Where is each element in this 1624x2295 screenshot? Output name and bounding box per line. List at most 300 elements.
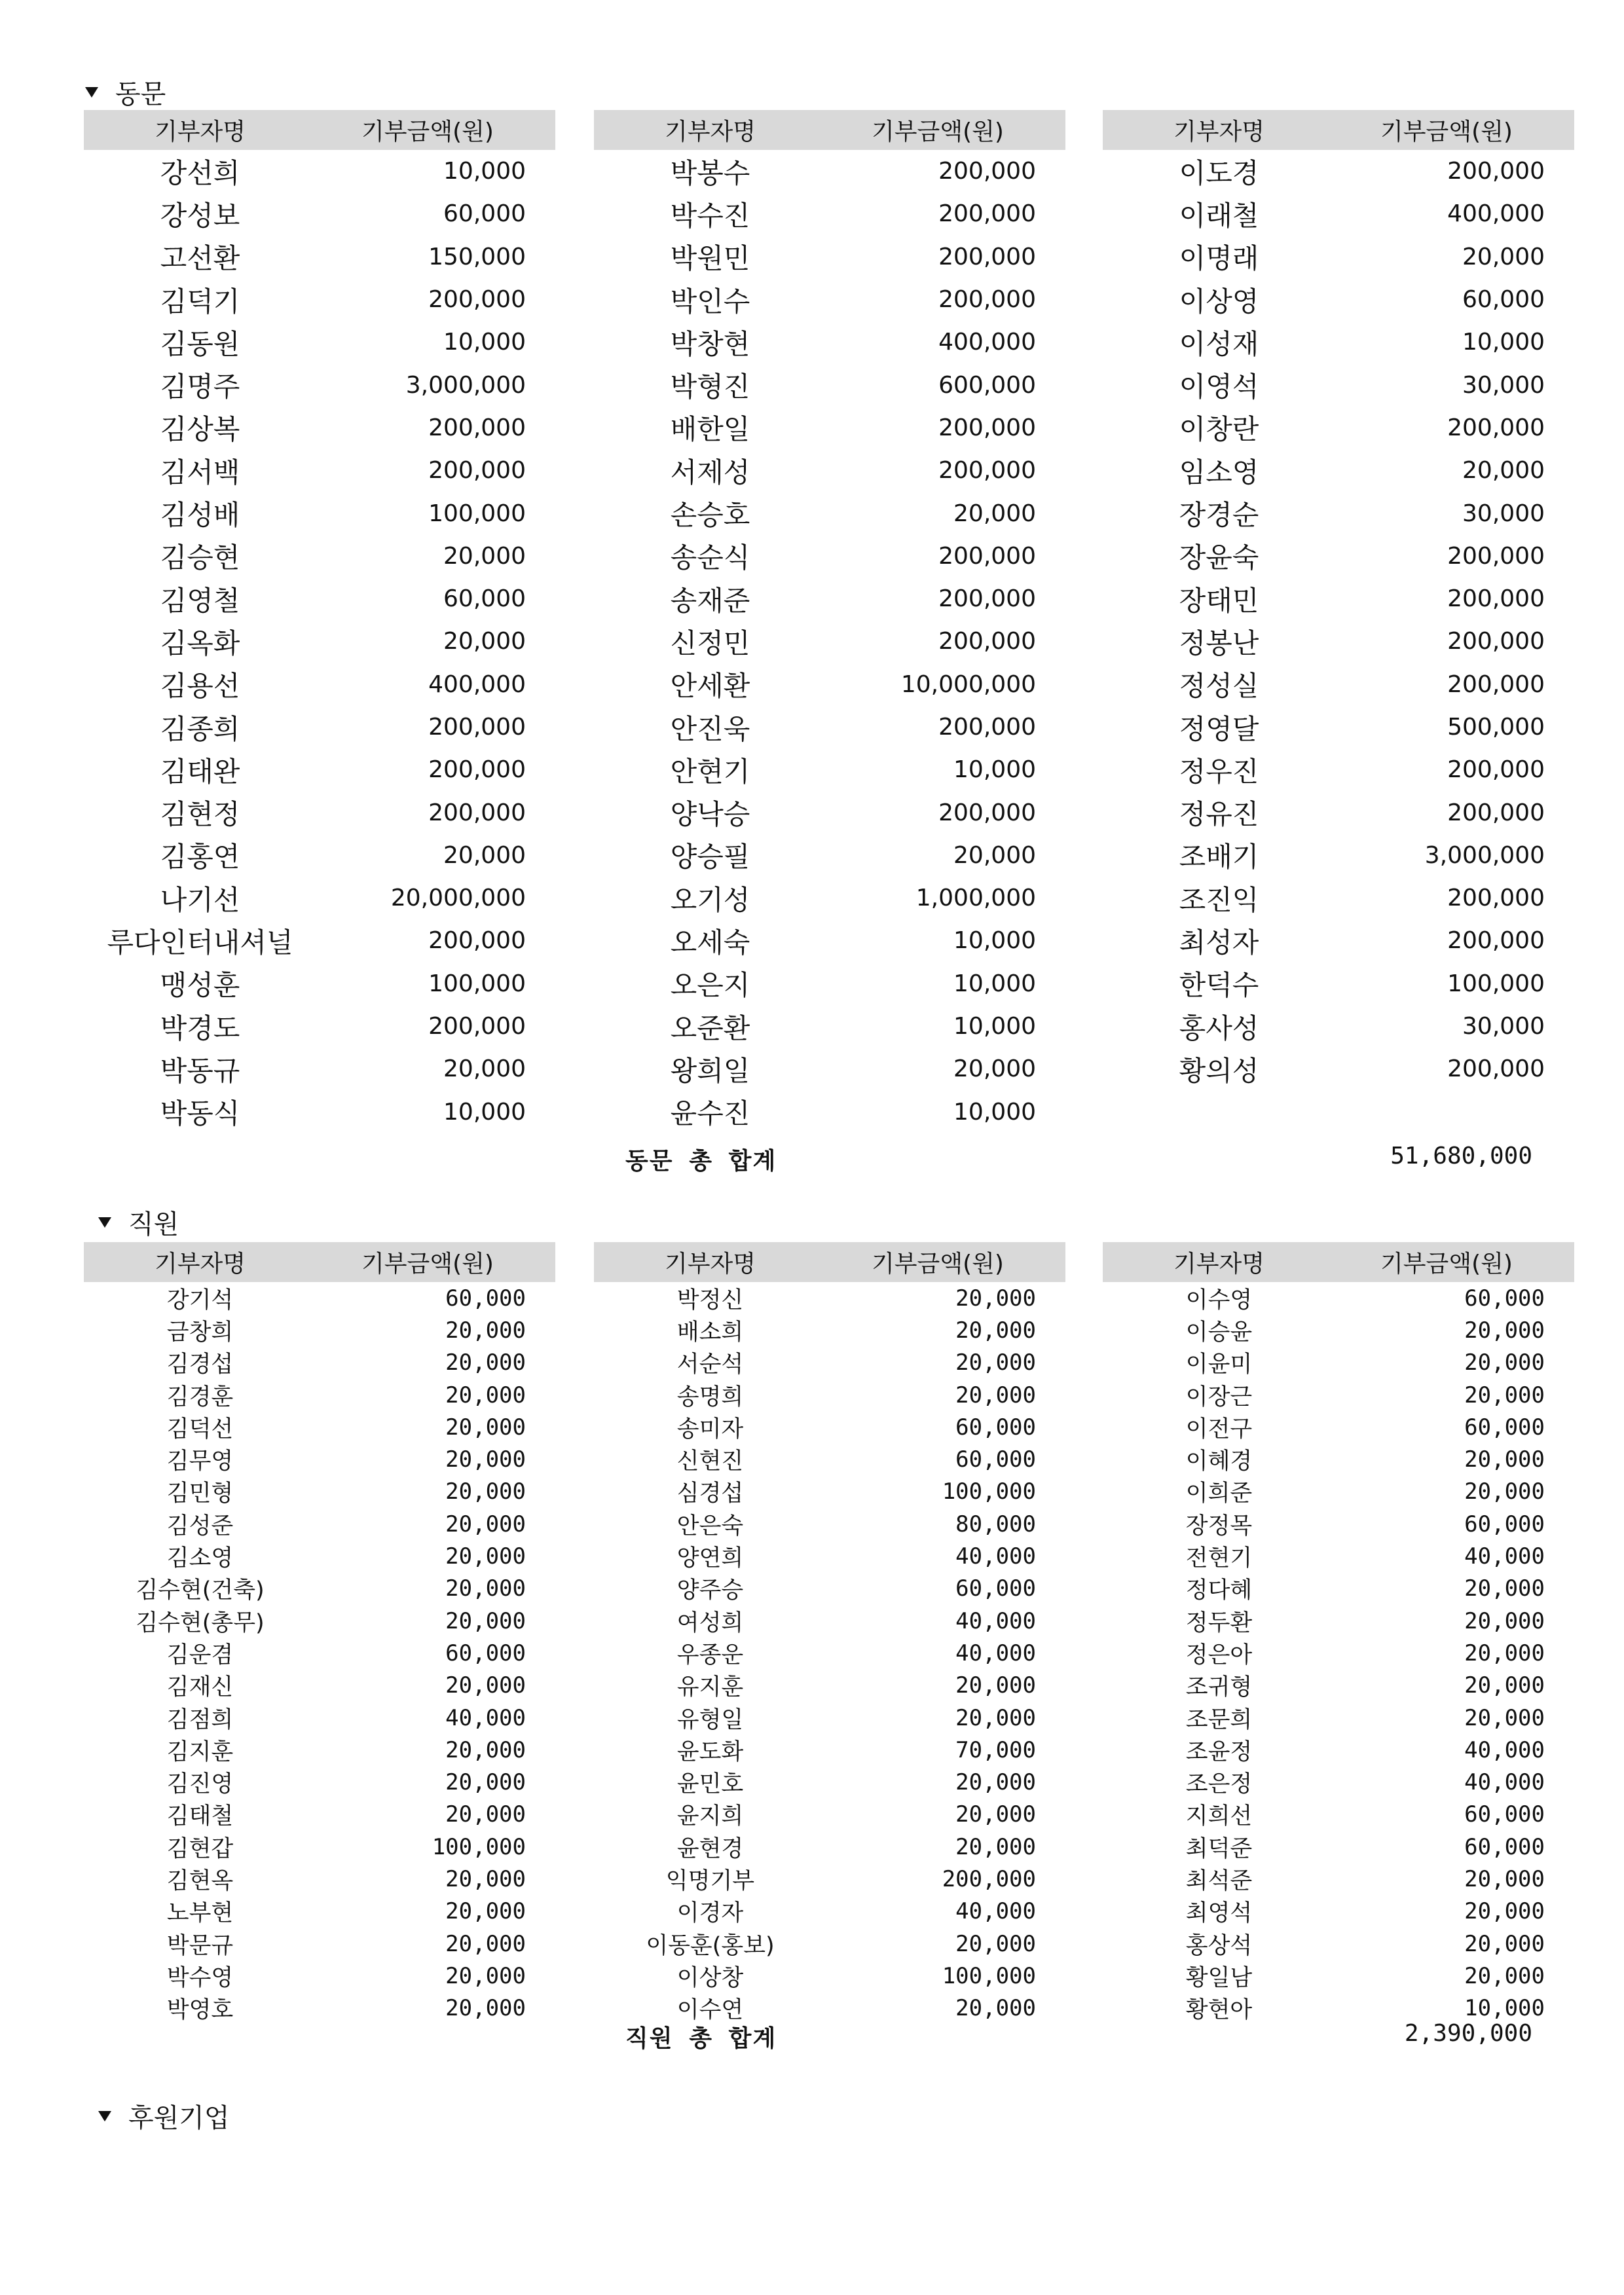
donor-name: 황현아 — [1185, 1997, 1253, 2024]
donation-amount: 10,000 — [953, 1013, 1036, 1040]
donation-amount: 10,000 — [1464, 1995, 1545, 2022]
donor-name: 장윤숙 — [1179, 542, 1259, 574]
table-row — [84, 1863, 555, 1895]
donation-amount: 150,000 — [428, 243, 526, 270]
section-heading-sponsors — [98, 2097, 230, 2135]
donor-name: 서순석 — [676, 1351, 744, 1378]
donor-name: 송재준 — [670, 584, 750, 617]
donation-amount: 20,000 — [953, 1056, 1036, 1083]
donation-amount: 60,000 — [445, 1640, 526, 1666]
donation-amount: 20,000 — [1464, 1478, 1545, 1505]
donation-amount: 20,000 — [445, 1446, 526, 1473]
table-row — [1103, 919, 1574, 962]
table-row — [1103, 1443, 1574, 1475]
donation-amount: 200,000 — [942, 1865, 1036, 1892]
total-label: 동문 총 합계 — [625, 1148, 777, 1175]
donor-name: 박창현 — [670, 327, 750, 360]
donor-name: 김옥화 — [160, 627, 240, 659]
donor-name: 강기석 — [166, 1287, 234, 1313]
donation-amount: 200,000 — [428, 756, 526, 784]
table-row — [1103, 193, 1574, 235]
table-row — [1103, 1799, 1574, 1831]
donation-amount: 100,000 — [942, 1478, 1036, 1505]
donation-amount: 200,000 — [1447, 1056, 1545, 1083]
donation-amount: 200,000 — [938, 628, 1036, 655]
donation-amount: 20,000 — [1462, 457, 1545, 485]
table-row — [594, 1508, 1065, 1540]
donor-name: 김성배 — [160, 499, 240, 532]
donation-amount: 20,000 — [1464, 1930, 1545, 1957]
donation-amount: 20,000 — [955, 1349, 1036, 1376]
donor-name: 노부현 — [166, 1900, 234, 1927]
donor-name: 이수영 — [1185, 1287, 1253, 1313]
donation-amount: 200,000 — [428, 927, 526, 955]
donation-amount: 400,000 — [428, 670, 526, 698]
table-row — [84, 877, 555, 919]
column-header — [1103, 110, 1574, 150]
donor-name: 박동규 — [160, 1054, 240, 1087]
donation-amount: 20,000 — [445, 1511, 526, 1537]
alumni-column-1 — [84, 110, 555, 1133]
table-row — [1103, 1863, 1574, 1895]
table-row — [594, 1799, 1065, 1831]
donor-name: 손승호 — [670, 499, 750, 532]
donor-name: 박수진 — [670, 199, 750, 232]
table-row — [84, 492, 555, 534]
donation-amount: 100,000 — [428, 970, 526, 997]
donor-name: 김진영 — [166, 1771, 234, 1798]
table-row — [594, 1863, 1065, 1895]
donation-amount: 40,000 — [955, 1640, 1036, 1666]
donor-name: 오준환 — [670, 1012, 750, 1044]
donor-name: 양승필 — [670, 841, 750, 873]
table-row — [1103, 578, 1574, 620]
donor-name: 배한일 — [670, 413, 750, 446]
donation-amount: 20,000 — [445, 1575, 526, 1602]
table-row — [84, 1637, 555, 1669]
donation-amount: 10,000 — [443, 329, 526, 356]
donor-name: 이명래 — [1179, 242, 1259, 275]
donor-name: 전현기 — [1185, 1545, 1253, 1572]
table-row — [594, 535, 1065, 578]
table-row — [1103, 706, 1574, 748]
donor-name: 이동훈(홍보) — [646, 1932, 775, 1959]
donor-name: 여성희 — [676, 1609, 744, 1636]
table-row — [84, 1005, 555, 1048]
table-row — [84, 706, 555, 748]
table-row — [84, 620, 555, 663]
donor-name: 강성보 — [160, 199, 240, 232]
donation-amount: 200,000 — [1447, 927, 1545, 955]
donation-amount: 80,000 — [955, 1511, 1036, 1537]
staff-total-row — [0, 2020, 1624, 2053]
donation-amount: 30,000 — [1462, 371, 1545, 399]
donation-amount: 20,000 — [955, 1382, 1036, 1408]
donation-amount: 20,000 — [1464, 1349, 1545, 1376]
donation-amount: 200,000 — [428, 799, 526, 826]
column-header — [594, 110, 1065, 150]
table-row — [1103, 1314, 1574, 1346]
header-donation-amount: 기부금액(원) — [1380, 119, 1513, 145]
header-donor-name: 기부자명 — [1173, 119, 1265, 145]
table-row — [1103, 1411, 1574, 1443]
donation-amount: 20,000 — [1464, 1898, 1545, 1925]
donation-amount: 40,000 — [955, 1898, 1036, 1925]
header-donation-amount: 기부금액(원) — [872, 119, 1004, 145]
donation-amount: 20,000 — [445, 1349, 526, 1376]
section-heading-staff — [98, 1203, 179, 1241]
triangle-down-icon — [98, 1217, 111, 1228]
donor-name: 이혜경 — [1185, 1448, 1253, 1475]
donation-amount: 20,000 — [445, 1672, 526, 1699]
table-row — [1103, 834, 1574, 877]
table-row — [84, 193, 555, 235]
donation-amount: 400,000 — [1447, 200, 1545, 228]
donor-name: 조진익 — [1179, 883, 1259, 916]
donation-amount: 60,000 — [955, 1414, 1036, 1441]
table-row — [1103, 1379, 1574, 1411]
donor-name: 김민형 — [166, 1480, 234, 1507]
donation-amount: 40,000 — [1464, 1769, 1545, 1796]
donor-name: 심경섭 — [676, 1480, 744, 1507]
table-row — [1103, 748, 1574, 791]
donation-amount: 60,000 — [1464, 1833, 1545, 1860]
table-row — [84, 1702, 555, 1734]
donor-name: 조문희 — [1185, 1706, 1253, 1733]
donation-amount: 20,000 — [445, 1382, 526, 1408]
table-row — [594, 578, 1065, 620]
donation-amount: 60,000 — [1464, 1414, 1545, 1441]
donation-amount: 200,000 — [1447, 542, 1545, 570]
table-row — [1103, 1960, 1574, 1992]
table-row — [84, 1928, 555, 1960]
donor-name: 정두환 — [1185, 1609, 1253, 1636]
table-row — [84, 1573, 555, 1605]
table-row — [84, 1379, 555, 1411]
donation-amount: 10,000,000 — [900, 670, 1036, 698]
table-row — [594, 1637, 1065, 1669]
table-row — [1103, 1670, 1574, 1702]
donor-name: 이상창 — [676, 1964, 744, 1991]
table-row — [1103, 1928, 1574, 1960]
table-row — [84, 1799, 555, 1831]
donor-name: 지희선 — [1185, 1803, 1253, 1830]
donor-name: 장태민 — [1179, 584, 1259, 617]
donation-amount: 20,000 — [1464, 1575, 1545, 1602]
donor-name: 최석준 — [1185, 1868, 1253, 1894]
donor-name: 김무영 — [166, 1448, 234, 1475]
table-row — [84, 1347, 555, 1379]
donation-amount: 20,000 — [955, 1317, 1036, 1344]
donation-amount: 60,000 — [1462, 286, 1545, 314]
donor-name: 안진욱 — [670, 712, 750, 745]
donor-name: 양낙승 — [670, 798, 750, 831]
donation-amount: 200,000 — [938, 542, 1036, 570]
donor-name: 김종희 — [160, 712, 240, 745]
donor-name: 송명희 — [676, 1384, 744, 1410]
table-row — [594, 1347, 1065, 1379]
table-row — [594, 407, 1065, 449]
donor-name: 정유진 — [1179, 798, 1259, 831]
donor-name: 최덕준 — [1185, 1835, 1253, 1862]
table-row — [1103, 236, 1574, 278]
donor-name: 윤현경 — [676, 1835, 744, 1862]
donor-name: 김덕기 — [160, 285, 240, 318]
donor-name: 윤도화 — [676, 1738, 744, 1765]
donation-amount: 200,000 — [428, 457, 526, 485]
column-header — [594, 1242, 1065, 1282]
donor-name: 최영석 — [1185, 1900, 1253, 1927]
header-donor-name: 기부자명 — [1173, 1251, 1265, 1277]
donation-amount: 200,000 — [938, 158, 1036, 185]
donation-amount: 200,000 — [428, 714, 526, 741]
donor-name: 김경섭 — [166, 1351, 234, 1378]
donation-amount: 40,000 — [1464, 1736, 1545, 1763]
donor-name: 김태철 — [166, 1803, 234, 1830]
donor-name: 조은정 — [1185, 1771, 1253, 1798]
table-row — [594, 1379, 1065, 1411]
donation-amount: 10,000 — [1462, 329, 1545, 356]
donation-amount: 20,000 — [955, 1672, 1036, 1699]
table-row — [84, 1540, 555, 1572]
table-row — [594, 919, 1065, 962]
donation-amount: 40,000 — [955, 1607, 1036, 1634]
donor-name: 황의성 — [1179, 1054, 1259, 1087]
table-row — [1103, 791, 1574, 834]
donation-amount: 20,000 — [1464, 1704, 1545, 1731]
donation-amount: 20,000 — [445, 1962, 526, 1989]
donor-name: 송미자 — [676, 1416, 744, 1442]
donation-amount: 70,000 — [955, 1736, 1036, 1763]
donation-amount: 100,000 — [428, 500, 526, 527]
donation-amount: 3,000,000 — [405, 371, 526, 399]
donation-amount: 200,000 — [1447, 670, 1545, 698]
header-donor-name: 기부자명 — [154, 119, 246, 145]
table-row — [594, 963, 1065, 1005]
table-row — [84, 1605, 555, 1637]
donation-amount: 200,000 — [938, 714, 1036, 741]
donor-name: 김재신 — [166, 1674, 234, 1701]
donation-amount: 20,000 — [955, 1833, 1036, 1860]
donation-amount: 20,000 — [443, 628, 526, 655]
table-row — [1103, 663, 1574, 706]
donor-name: 김현정 — [160, 798, 240, 831]
table-row — [1103, 1734, 1574, 1766]
donor-name: 이경자 — [676, 1900, 744, 1927]
table-row — [1103, 407, 1574, 449]
donor-name: 이영석 — [1179, 371, 1259, 403]
table-row — [84, 1411, 555, 1443]
donation-amount: 20,000 — [1464, 1607, 1545, 1634]
table-row — [1103, 877, 1574, 919]
table-row — [1103, 363, 1574, 406]
section-title: 동문 — [115, 79, 166, 109]
table-row — [84, 363, 555, 406]
table-row — [594, 1702, 1065, 1734]
donor-name: 이수연 — [676, 1997, 744, 2024]
donation-amount: 100,000 — [942, 1962, 1036, 1989]
donor-name: 김소영 — [166, 1545, 234, 1572]
section-title: 후원기업 — [128, 2103, 230, 2133]
donor-name: 이창란 — [1179, 413, 1259, 446]
table-row — [84, 578, 555, 620]
donor-name: 유형일 — [676, 1706, 744, 1733]
donor-name: 윤수진 — [670, 1097, 750, 1130]
donation-amount: 20,000,000 — [390, 885, 526, 912]
donation-amount: 20,000 — [955, 1995, 1036, 2022]
section-heading-alumni — [85, 73, 166, 111]
donor-name: 오기성 — [670, 883, 750, 916]
donation-amount: 20,000 — [443, 1056, 526, 1083]
donation-amount: 400,000 — [938, 329, 1036, 356]
donor-name: 김경훈 — [166, 1384, 234, 1410]
table-row — [594, 1314, 1065, 1346]
donor-name: 김점희 — [166, 1706, 234, 1733]
donation-amount: 20,000 — [955, 1704, 1036, 1731]
table-row — [1103, 1508, 1574, 1540]
donor-name: 정은아 — [1185, 1642, 1253, 1668]
donation-amount: 60,000 — [1464, 1511, 1545, 1537]
donation-amount: 100,000 — [1447, 970, 1545, 997]
donation-amount: 200,000 — [1447, 628, 1545, 655]
donor-name: 김상복 — [160, 413, 240, 446]
donation-amount: 60,000 — [443, 585, 526, 613]
donation-amount: 20,000 — [1462, 243, 1545, 270]
donation-amount: 60,000 — [1464, 1801, 1545, 1828]
donation-amount: 20,000 — [955, 1801, 1036, 1828]
donor-name: 나기선 — [160, 883, 240, 916]
donation-amount: 20,000 — [1464, 1865, 1545, 1892]
donation-amount: 200,000 — [428, 1013, 526, 1040]
staff-column-1 — [84, 1242, 555, 2025]
donation-amount: 200,000 — [938, 457, 1036, 485]
donation-amount: 200,000 — [938, 243, 1036, 270]
donor-name: 박영호 — [166, 1997, 234, 2024]
table-row — [594, 791, 1065, 834]
table-row — [1103, 1282, 1574, 1314]
donor-name: 이희준 — [1185, 1480, 1253, 1507]
table-row — [594, 321, 1065, 363]
table-row — [594, 1540, 1065, 1572]
table-row — [594, 1476, 1065, 1508]
donation-amount: 500,000 — [1447, 714, 1545, 741]
table-row — [594, 748, 1065, 791]
donor-name: 이승윤 — [1185, 1319, 1253, 1346]
table-row — [84, 1314, 555, 1346]
table-row — [594, 1443, 1065, 1475]
table-row — [84, 1766, 555, 1798]
table-row — [594, 236, 1065, 278]
table-row — [1103, 492, 1574, 534]
donor-name: 조배기 — [1179, 841, 1259, 873]
staff-column-3 — [1103, 1242, 1574, 2025]
table-row — [594, 706, 1065, 748]
table-row — [84, 150, 555, 193]
donor-name: 신현진 — [676, 1448, 744, 1475]
donor-name: 장정목 — [1185, 1513, 1253, 1539]
table-row — [1103, 150, 1574, 193]
donor-name: 이상영 — [1179, 285, 1259, 318]
table-row — [1103, 963, 1574, 1005]
table-row — [594, 449, 1065, 492]
donation-amount: 20,000 — [445, 1414, 526, 1441]
table-row — [84, 1960, 555, 1992]
donation-amount: 20,000 — [1464, 1640, 1545, 1666]
table-row — [84, 449, 555, 492]
donor-name: 김영철 — [160, 584, 240, 617]
donor-name: 양주승 — [676, 1577, 744, 1604]
section-title: 직원 — [128, 1209, 179, 1239]
donation-amount: 10,000 — [953, 1098, 1036, 1126]
table-row — [1103, 1476, 1574, 1508]
donor-name: 최성자 — [1179, 926, 1259, 959]
donation-amount: 200,000 — [1447, 756, 1545, 784]
donor-name: 안현기 — [670, 755, 750, 788]
table-row — [594, 1960, 1065, 1992]
donation-amount: 20,000 — [955, 1930, 1036, 1957]
donor-name: 정우진 — [1179, 755, 1259, 788]
donor-name: 김운겸 — [166, 1642, 234, 1668]
donation-amount: 200,000 — [938, 200, 1036, 228]
donation-amount: 30,000 — [1462, 500, 1545, 527]
donor-name: 조귀형 — [1185, 1674, 1253, 1701]
header-donor-name: 기부자명 — [664, 119, 756, 145]
donation-amount: 20,000 — [953, 841, 1036, 869]
donor-name: 김덕선 — [166, 1416, 234, 1442]
donor-name: 박경도 — [160, 1012, 240, 1044]
donor-name: 정다혜 — [1185, 1577, 1253, 1604]
donation-amount: 1,000,000 — [915, 885, 1036, 912]
table-row — [594, 1766, 1065, 1798]
table-row — [594, 1928, 1065, 1960]
donation-amount: 10,000 — [953, 756, 1036, 784]
donation-amount: 10,000 — [953, 970, 1036, 997]
donor-name: 신정민 — [670, 627, 750, 659]
table-row — [84, 321, 555, 363]
total-value: 51,680,000 — [1390, 1143, 1532, 1169]
table-row — [84, 1508, 555, 1540]
table-row — [594, 834, 1065, 877]
column-header — [1103, 1242, 1574, 1282]
donation-amount: 20,000 — [1464, 1446, 1545, 1473]
table-row — [594, 1282, 1065, 1314]
table-row — [84, 1896, 555, 1928]
table-row — [594, 663, 1065, 706]
donor-name: 홍사성 — [1179, 1012, 1259, 1044]
triangle-down-icon — [98, 2111, 111, 2121]
donor-name: 이성재 — [1179, 327, 1259, 360]
header-donor-name: 기부자명 — [154, 1251, 246, 1277]
table-row — [84, 1048, 555, 1090]
donor-name: 루다인터내셔널 — [107, 926, 293, 959]
table-row — [84, 748, 555, 791]
donation-amount: 10,000 — [443, 158, 526, 185]
donor-name: 유지훈 — [676, 1674, 744, 1701]
donation-amount: 60,000 — [955, 1575, 1036, 1602]
donation-amount: 20,000 — [445, 1736, 526, 1763]
donor-name: 김용선 — [160, 670, 240, 703]
donation-amount: 200,000 — [938, 585, 1036, 613]
donation-amount: 30,000 — [1462, 1013, 1545, 1040]
donor-name: 배소희 — [676, 1319, 744, 1346]
table-row — [594, 1831, 1065, 1863]
donation-amount: 200,000 — [1447, 799, 1545, 826]
donor-name: 윤지희 — [676, 1803, 744, 1830]
donation-amount: 200,000 — [428, 414, 526, 441]
donation-amount: 20,000 — [955, 1769, 1036, 1796]
donor-name: 익명기부 — [665, 1868, 755, 1894]
table-row — [84, 1670, 555, 1702]
